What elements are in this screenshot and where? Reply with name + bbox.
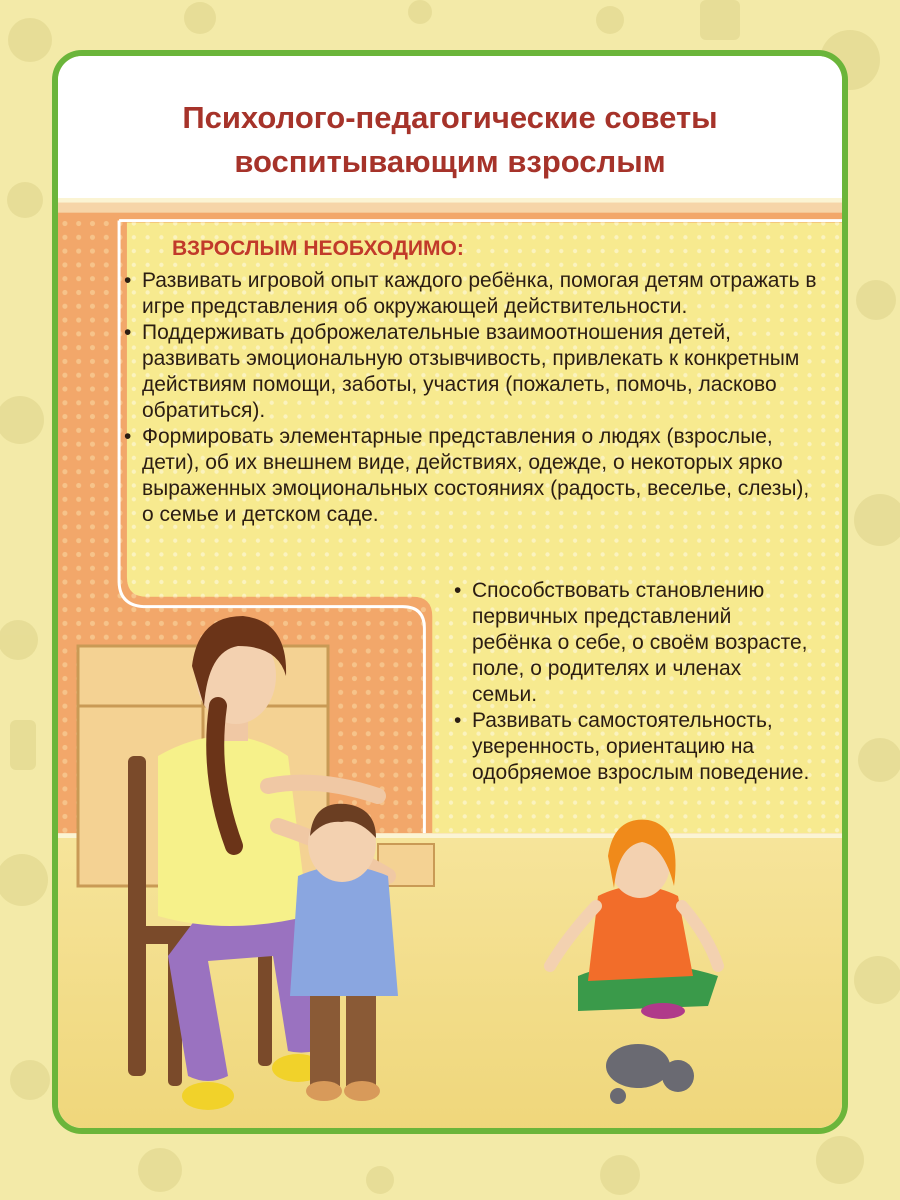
list-item: • Развивать игровой опыт каждого ребёнка, помогая детям отражать в игре представления об окружающей действительности. [120, 268, 820, 320]
text-block-main [120, 228, 820, 528]
list-item: • Развивать самостоятельность, уверенность, ориентацию на одобряемое взрослым поведение. [450, 708, 810, 786]
advice-list-main [120, 268, 820, 528]
list-item: • Формировать элементарные представления о людях (взрослые, дети), об их внешнем виде, действиях, одежде, о некоторых ярко выраженных эмоциональных состояниях (радость, веселье, слезы), о семье и детском саде. [120, 424, 820, 528]
list-item: • Поддерживать доброжелательные взаимоотношения детей, развивать эмоциональную отзывчивость, привлекать к конкретным действиям помощи, заботы, участия (пожалеть, помочь, ласково обратиться). [120, 320, 820, 424]
text-block-right [450, 578, 810, 786]
section-heading: ВЗРОСЛЫМ НЕОБХОДИМО: [172, 237, 464, 260]
title-line-1: Психолого-педагогические советы [182, 100, 718, 135]
girl-figure [550, 820, 718, 1019]
advice-list-right [450, 578, 810, 786]
toy-bear [606, 1044, 694, 1104]
list-item: • Способствовать становлению первичных представлений ребёнка о себе, о своём возрасте, поле, о родителях и членах семьи. [450, 578, 810, 708]
title-line-2: воспитывающим взрослым [234, 144, 666, 179]
poster-card [52, 50, 848, 1134]
